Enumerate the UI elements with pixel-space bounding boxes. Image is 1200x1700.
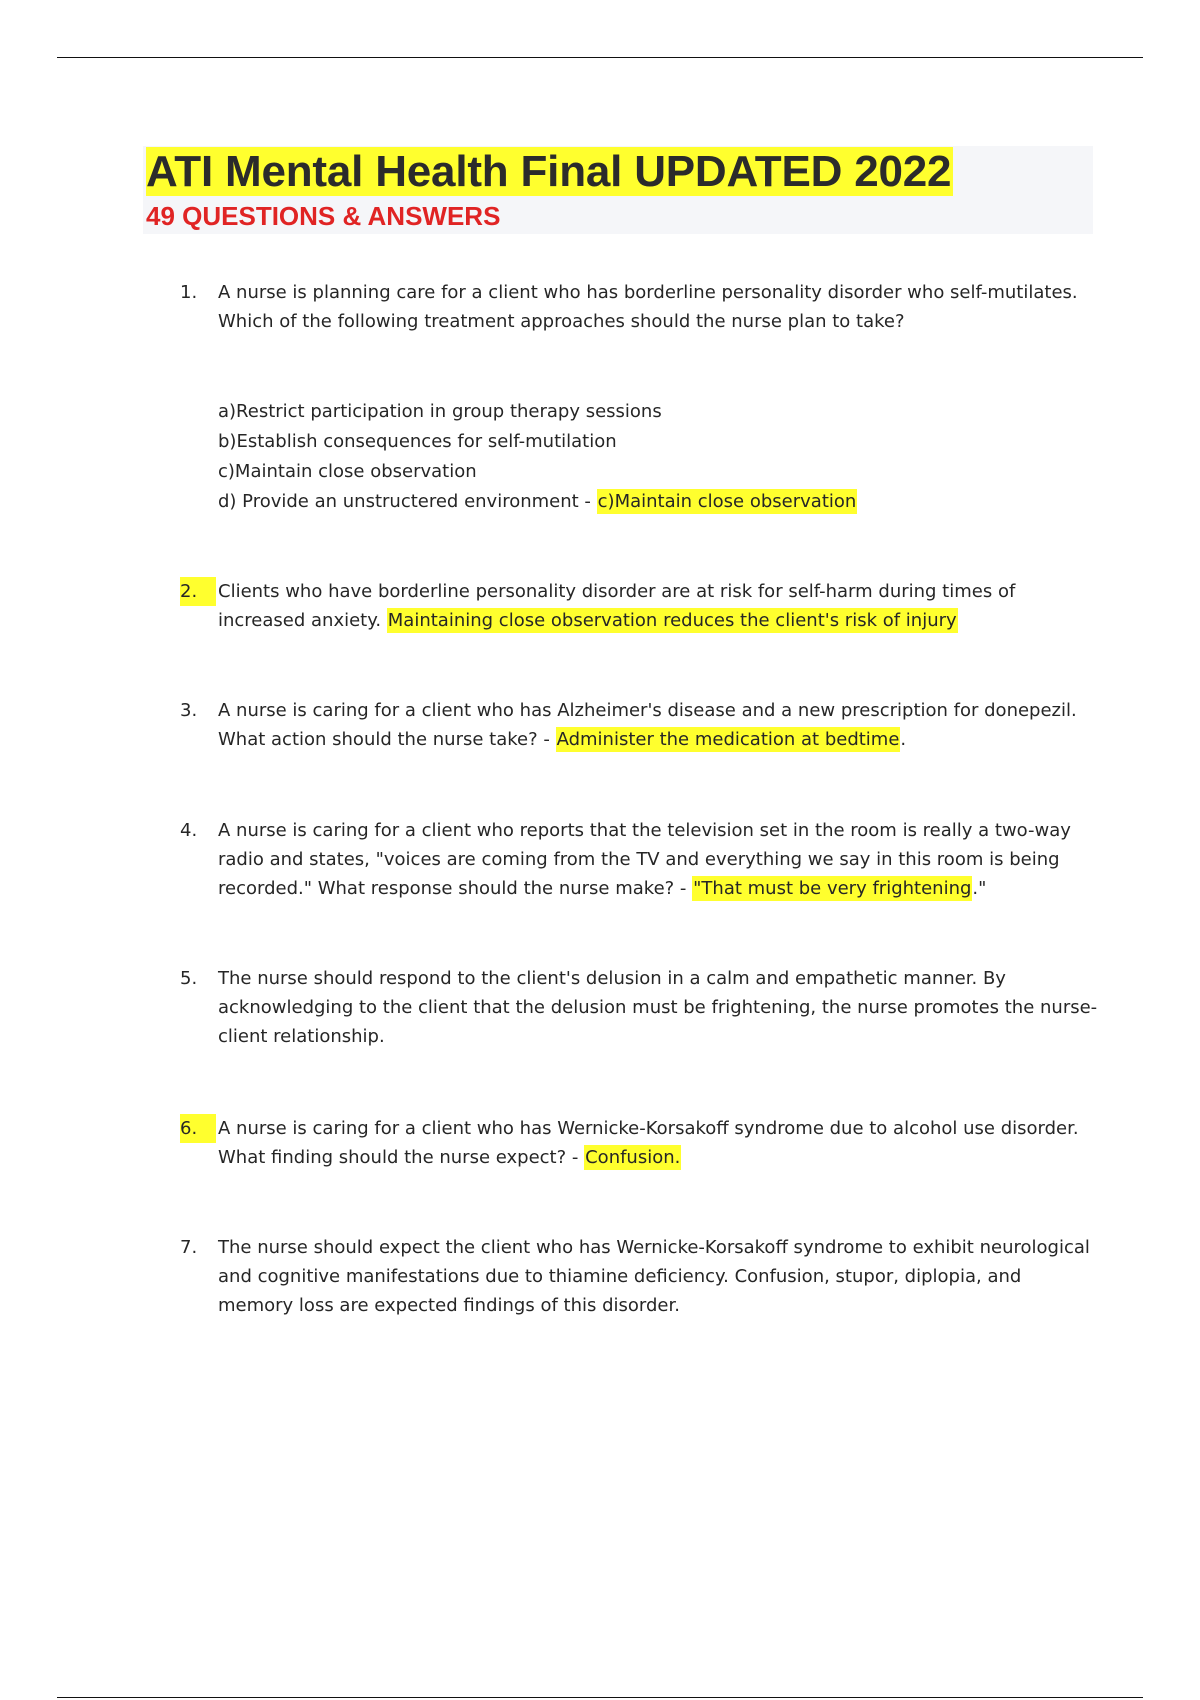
rationale-text: The nurse should respond to the client's delusion in a calm and empathetic manner. By acknowledging to the client that the delusion must be frightening, the nurse promotes the nurse-client relationship. bbox=[218, 968, 1098, 1047]
item-number: 4. bbox=[180, 820, 198, 841]
qa-item-4 bbox=[180, 816, 1100, 903]
question-lead: A nurse is caring for a client who reports that the television set in the room is really a two-way radio and states, "voices are coming from the TV and everything we say in this room is being recorded." What response should the nurse make? - bbox=[218, 820, 1071, 899]
rationale-text: The nurse should expect the client who has Wernicke-Korsakoff syndrome to exhibit neurological and cognitive manifestations due to thiamine deficiency. Confusion, stupor, diplopia, and memory loss are expected findings of this disorder. bbox=[218, 1237, 1090, 1316]
item-number: 7. bbox=[180, 1237, 198, 1258]
qa-item-2 bbox=[180, 577, 1100, 635]
highlighted-answer: Confusion. bbox=[585, 1147, 681, 1168]
item-number: 3. bbox=[180, 700, 198, 721]
question-lead: A nurse is caring for a client who has Alzheimer's disease and a new prescription for donepezil. What action should the nurse take? - bbox=[218, 700, 1077, 750]
question-text: A nurse is planning care for a client who has borderline personality disorder who self-mutilates. Which of the following treatment approaches should the nurse plan to take? bbox=[218, 282, 1078, 332]
answer-suffix: . bbox=[900, 729, 907, 750]
rationale-text bbox=[218, 577, 1100, 635]
highlighted-answer: c)Maintain close observation bbox=[597, 491, 857, 512]
qa-item-5 bbox=[180, 964, 1100, 1051]
question-lead: A nurse is caring for a client who has Wernicke-Korsakoff syndrome due to alcohol use disorder. What finding should the nurse expect? - bbox=[218, 1118, 1079, 1168]
qa-item-7 bbox=[180, 1233, 1100, 1320]
answer-suffix: ." bbox=[972, 878, 987, 899]
question-text bbox=[218, 696, 1100, 754]
option-c: c)Maintain close observation bbox=[218, 461, 477, 482]
question-text bbox=[218, 1114, 1100, 1172]
bottom-rule bbox=[57, 1697, 1143, 1698]
qa-item-3 bbox=[180, 696, 1100, 754]
option-d-text: d) Provide an unstructered environment - bbox=[218, 491, 597, 512]
highlighted-answer: Maintaining close observation reduces the client's risk of injury bbox=[387, 610, 957, 631]
question-text bbox=[218, 816, 1100, 903]
answer-options bbox=[218, 397, 857, 517]
qa-item-6 bbox=[180, 1114, 1100, 1172]
option-b: b)Establish consequences for self-mutilation bbox=[218, 431, 617, 452]
document-title-text: ATI Mental Health Final UPDATED 2022 bbox=[146, 147, 952, 196]
item-number: 5. bbox=[180, 968, 198, 989]
qa-item-1 bbox=[180, 278, 1100, 336]
rationale-lead: Clients who have borderline personality disorder are at risk for self-harm during times of increased anxiety. bbox=[218, 581, 1016, 631]
option-a: a)Restrict participation in group therapy sessions bbox=[218, 401, 662, 422]
document-subtitle: 49 QUESTIONS & ANSWERS bbox=[146, 201, 501, 231]
item-number: 2. bbox=[180, 577, 216, 606]
highlighted-answer: Administer the medication at bedtime bbox=[556, 729, 900, 750]
item-number: 6. bbox=[180, 1114, 216, 1143]
highlighted-answer: "That must be very frightening bbox=[693, 878, 972, 899]
item-number: 1. bbox=[180, 282, 198, 303]
option-d bbox=[218, 487, 857, 517]
